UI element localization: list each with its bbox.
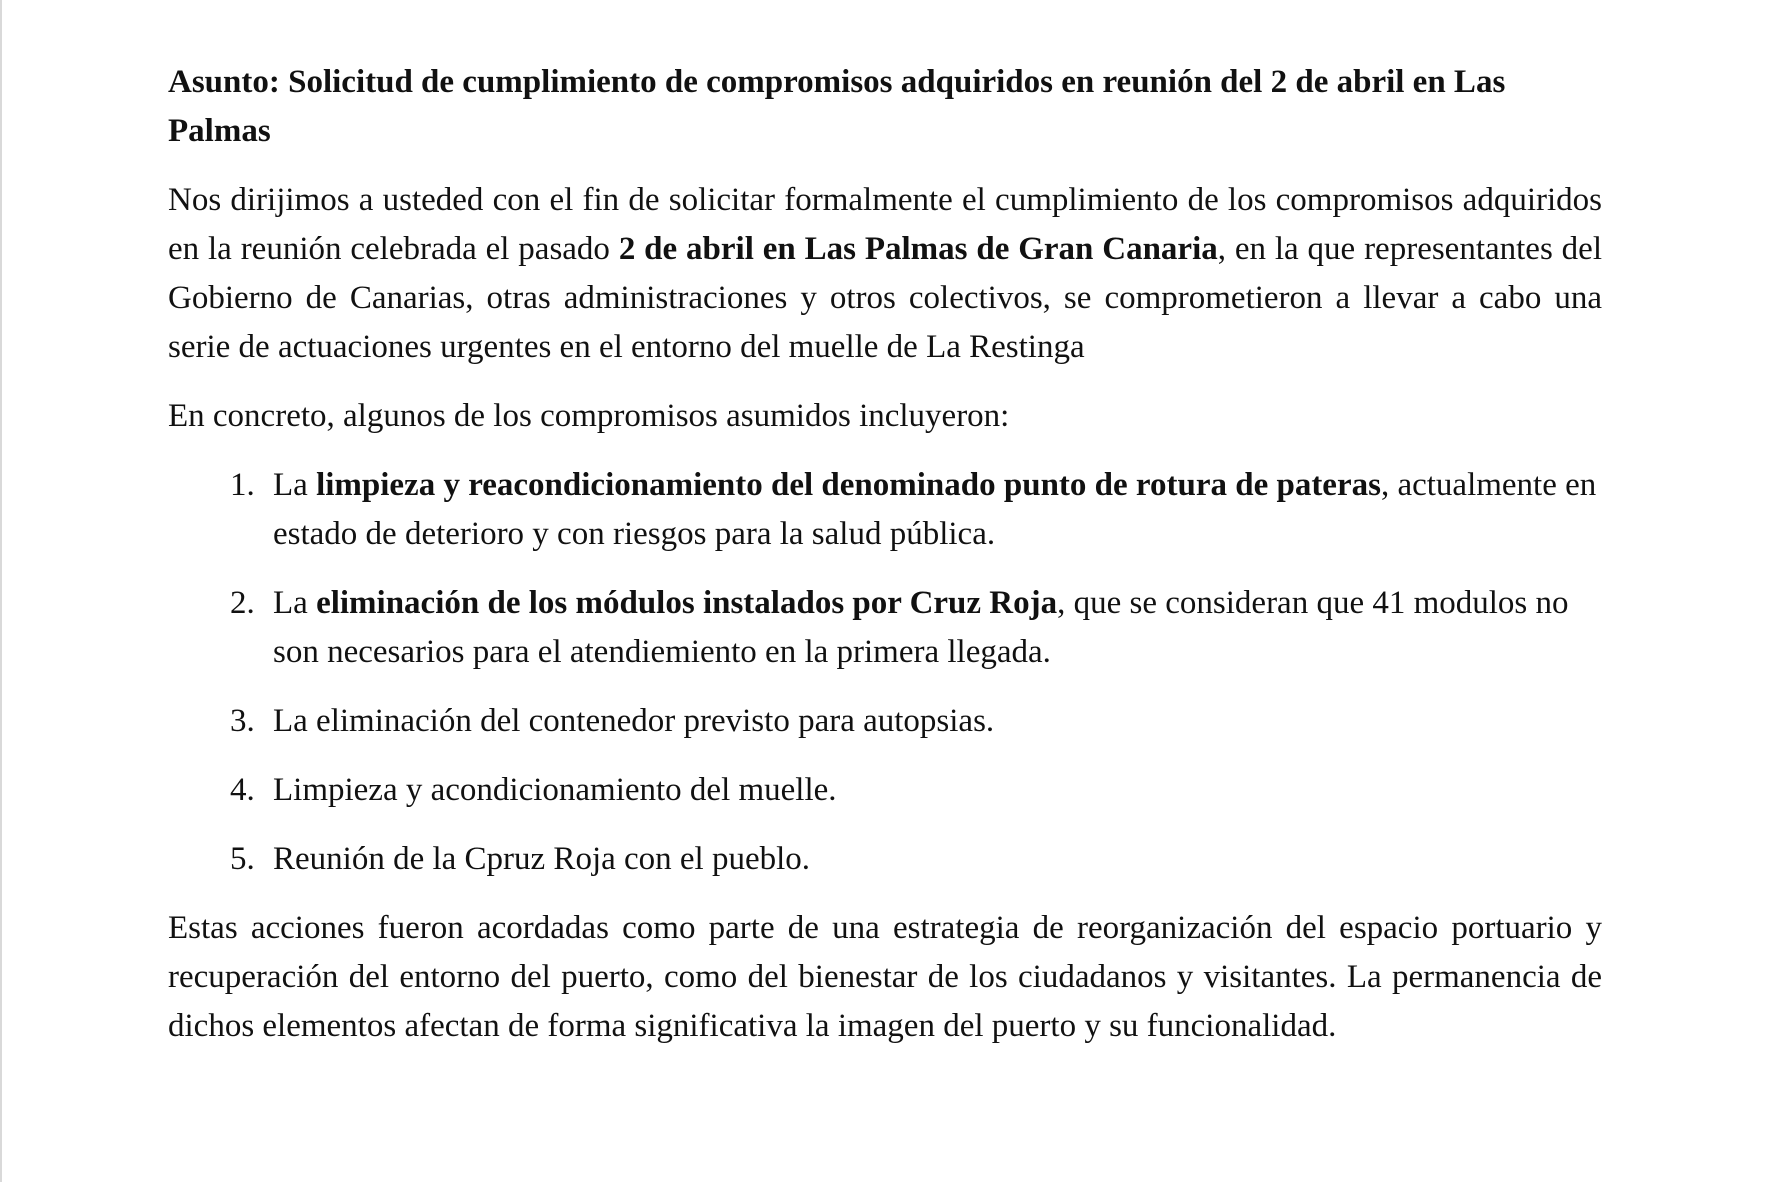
intro-bold-text: 2 de abril en Las Palmas de Gran Canaria: [618, 231, 1218, 267]
list-item-prefix: La: [273, 585, 317, 621]
list-intro: En concreto, algunos de los compromisos asumidos incluyeron:: [168, 398, 1010, 434]
list-item: [168, 697, 1602, 746]
list-item-number: 1.: [230, 467, 255, 503]
list-item: [168, 579, 1602, 677]
list-item-suffix: , que se consideran que 41 modulos no son necesarios para el atendiemiento en la primera llegada.: [273, 585, 1569, 670]
list-item-number: 2.: [230, 585, 255, 621]
list-item-prefix: La: [273, 467, 317, 503]
list-item: [168, 461, 1602, 559]
intro-text-1: Nos dirijimos a usteded con el fin de solicitar formalmente el cumplimiento de los compromisos adquiridos en la reunión celebrada el pasado: [168, 182, 1602, 267]
intro-text-2: , en la que representantes del Gobierno de Canarias, otras administraciones y otros colectivos, se comprometieron a llevar a cabo una serie de actuaciones urgentes en el entorno del muelle de La Restinga: [168, 231, 1602, 365]
list-item-suffix: , actualmente en estado de deterioro y con riesgos para la salud pública.: [273, 467, 1597, 552]
subject-heading: Asunto: Solicitud de cumplimiento de compromisos adquiridos en reunión del 2 de abril en Las Palmas: [168, 64, 1506, 149]
list-item: [168, 766, 1602, 815]
list-item-bold: eliminación de los módulos instalados por Cruz Roja: [316, 585, 1058, 621]
page-edge: [0, 0, 2, 1182]
list-item-text: Limpieza y acondicionamiento del muelle.: [273, 772, 837, 808]
closing-paragraph: Estas acciones fueron acordadas como parte de una estrategia de reorganización del espacio portuario y recuperación del entorno del puerto, como del bienestar de los ciudadanos y visitantes. La permanencia de dichos elementos afectan de forma significativa la imagen del puerto y su funcionalidad.: [168, 910, 1602, 1044]
list-item-text: Reunión de la Cpruz Roja con el pueblo.: [273, 841, 811, 877]
list-item-text: La eliminación del contenedor previsto para autopsias.: [273, 703, 995, 739]
list-item-number: 5.: [230, 841, 255, 877]
commitments-list: [168, 461, 1602, 884]
list-item: [168, 835, 1602, 884]
list-item-number: 3.: [230, 703, 255, 739]
list-item-number: 4.: [230, 772, 255, 808]
list-item-bold: limpieza y reacondicionamiento del denominado punto de rotura de pateras: [316, 467, 1381, 503]
intro-paragraph: [168, 176, 1602, 372]
document-body: [168, 58, 1602, 1051]
